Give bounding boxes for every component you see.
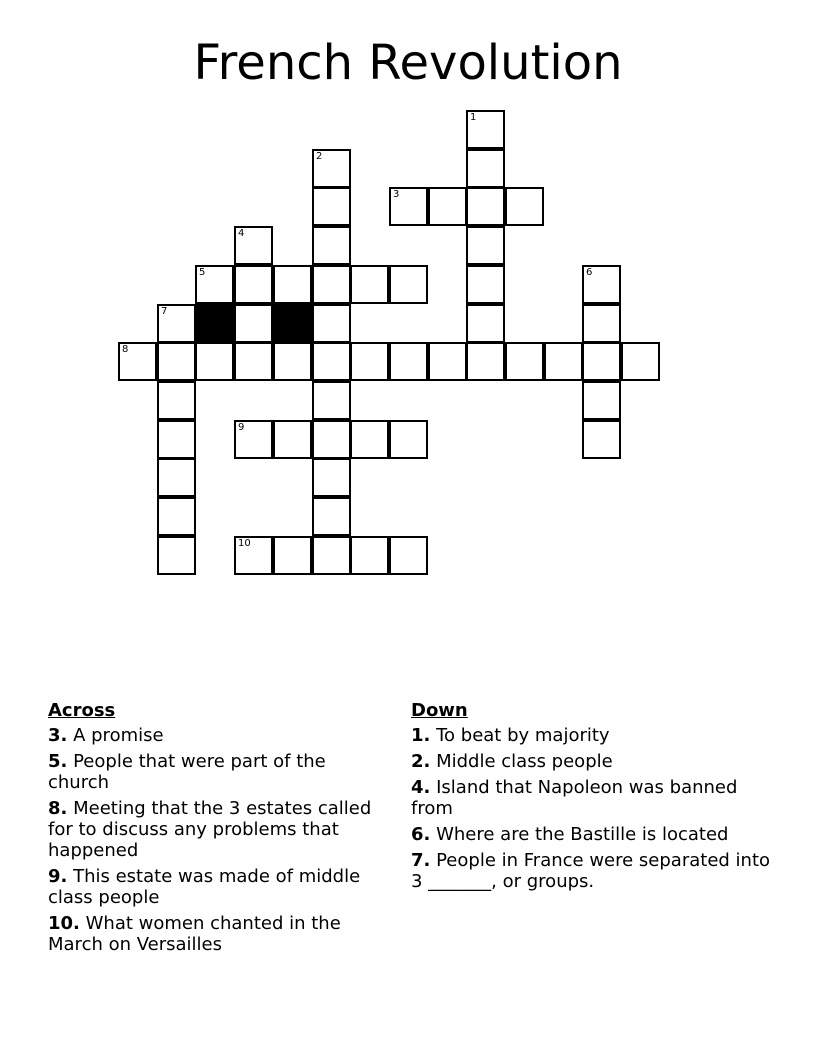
crossword-cell[interactable] xyxy=(582,420,621,459)
blocked-cell xyxy=(195,304,234,343)
crossword-cell[interactable] xyxy=(234,304,273,343)
clue-number: 1. xyxy=(411,725,431,746)
clue-number-label: 1 xyxy=(470,112,477,123)
crossword-cell[interactable] xyxy=(234,226,273,265)
clue-text: Where are the Bastille is located xyxy=(430,824,729,845)
crossword-cell[interactable] xyxy=(544,342,583,381)
crossword-cell[interactable] xyxy=(389,420,428,459)
crossword-cell[interactable] xyxy=(582,265,621,304)
clue-number: 8. xyxy=(48,798,68,819)
clue-text: Island that Napoleon was banned from xyxy=(411,777,738,819)
clue-number-label: 4 xyxy=(238,228,245,239)
clue-across-8 xyxy=(48,798,388,861)
clue-number: 6. xyxy=(411,824,431,845)
crossword-cell[interactable] xyxy=(312,342,351,381)
crossword-cell[interactable] xyxy=(157,497,196,536)
crossword-cell[interactable] xyxy=(389,536,428,575)
page-title: French Revolution xyxy=(193,35,623,91)
crossword-cell[interactable] xyxy=(273,265,312,304)
crossword-cell[interactable] xyxy=(195,342,234,381)
clue-across-3 xyxy=(48,725,388,746)
crossword-cell[interactable] xyxy=(195,265,234,304)
down-heading: Down xyxy=(411,700,468,721)
clue-number: 3. xyxy=(48,725,68,746)
crossword-cell[interactable] xyxy=(466,149,505,188)
crossword-cell[interactable] xyxy=(273,536,312,575)
clue-text: Meeting that the 3 estates called for to discuss any problems that happened xyxy=(48,798,372,861)
crossword-cell[interactable] xyxy=(389,187,428,226)
crossword-cell[interactable] xyxy=(350,265,389,304)
clue-down-6 xyxy=(411,824,771,845)
crossword-cell[interactable] xyxy=(157,458,196,497)
crossword-cell[interactable] xyxy=(157,342,196,381)
clue-text: What women chanted in the March on Versailles xyxy=(48,913,341,955)
clue-down-4 xyxy=(411,777,771,819)
crossword-cell[interactable] xyxy=(466,187,505,226)
crossword-cell[interactable] xyxy=(234,265,273,304)
crossword-cell[interactable] xyxy=(350,420,389,459)
crossword-cell[interactable] xyxy=(234,342,273,381)
crossword-cell[interactable] xyxy=(466,110,505,149)
across-clues xyxy=(48,700,388,960)
clue-number: 2. xyxy=(411,751,431,772)
crossword-cell[interactable] xyxy=(312,420,351,459)
crossword-cell[interactable] xyxy=(582,304,621,343)
clue-down-2 xyxy=(411,751,771,772)
clue-number-label: 7 xyxy=(161,306,168,317)
clue-number-label: 6 xyxy=(586,267,593,278)
clue-number: 10. xyxy=(48,913,80,934)
clue-number-label: 9 xyxy=(238,422,245,433)
crossword-cell[interactable] xyxy=(582,342,621,381)
clue-across-5 xyxy=(48,751,388,793)
down-clues xyxy=(411,700,771,897)
clue-number-label: 2 xyxy=(316,151,323,162)
clue-text: People that were part of the church xyxy=(48,751,326,793)
clue-down-1 xyxy=(411,725,771,746)
crossword-cell[interactable] xyxy=(312,497,351,536)
crossword-cell[interactable] xyxy=(273,342,312,381)
crossword-cell[interactable] xyxy=(466,342,505,381)
blocked-cell xyxy=(273,304,312,343)
clue-across-10 xyxy=(48,913,388,955)
clue-number-label: 5 xyxy=(199,267,206,278)
crossword-cell[interactable] xyxy=(505,342,544,381)
crossword-cell[interactable] xyxy=(234,420,273,459)
clue-text: A promise xyxy=(67,725,164,746)
crossword-cell[interactable] xyxy=(428,187,467,226)
crossword-cell[interactable] xyxy=(312,304,351,343)
clue-across-9 xyxy=(48,866,388,908)
crossword-cell[interactable] xyxy=(428,342,467,381)
clue-down-7 xyxy=(411,850,771,892)
crossword-cell[interactable] xyxy=(389,265,428,304)
crossword-cell[interactable] xyxy=(312,458,351,497)
crossword-cell[interactable] xyxy=(312,226,351,265)
crossword-cell[interactable] xyxy=(350,342,389,381)
clue-number-label: 8 xyxy=(122,344,129,355)
across-heading: Across xyxy=(48,700,116,721)
clue-text: Middle class people xyxy=(430,751,613,772)
clue-text: To beat by majority xyxy=(430,725,610,746)
crossword-cell[interactable] xyxy=(505,187,544,226)
clue-number: 7. xyxy=(411,850,431,871)
clue-text: People in France were separated into 3 _______, or groups. xyxy=(411,850,771,892)
crossword-cell[interactable] xyxy=(118,342,157,381)
crossword-cell[interactable] xyxy=(312,187,351,226)
clue-number-label: 10 xyxy=(238,538,251,549)
crossword-cell[interactable] xyxy=(157,536,196,575)
crossword-cell[interactable] xyxy=(312,381,351,420)
crossword-cell[interactable] xyxy=(157,381,196,420)
crossword-cell[interactable] xyxy=(350,536,389,575)
crossword-cell[interactable] xyxy=(582,381,621,420)
crossword-cell[interactable] xyxy=(312,149,351,188)
crossword-cell[interactable] xyxy=(234,536,273,575)
clue-number-label: 3 xyxy=(393,189,400,200)
crossword-cell[interactable] xyxy=(157,304,196,343)
crossword-cell[interactable] xyxy=(312,265,351,304)
clue-number: 5. xyxy=(48,751,68,772)
crossword-cell[interactable] xyxy=(466,265,505,304)
crossword-cell[interactable] xyxy=(312,536,351,575)
crossword-cell[interactable] xyxy=(466,304,505,343)
crossword-cell[interactable] xyxy=(157,420,196,459)
crossword-cell[interactable] xyxy=(466,226,505,265)
clue-number: 9. xyxy=(48,866,68,887)
clue-text: This estate was made of middle class people xyxy=(48,866,361,908)
clue-number: 4. xyxy=(411,777,431,798)
crossword-cell[interactable] xyxy=(621,342,660,381)
crossword-cell[interactable] xyxy=(273,420,312,459)
crossword-cell[interactable] xyxy=(389,342,428,381)
